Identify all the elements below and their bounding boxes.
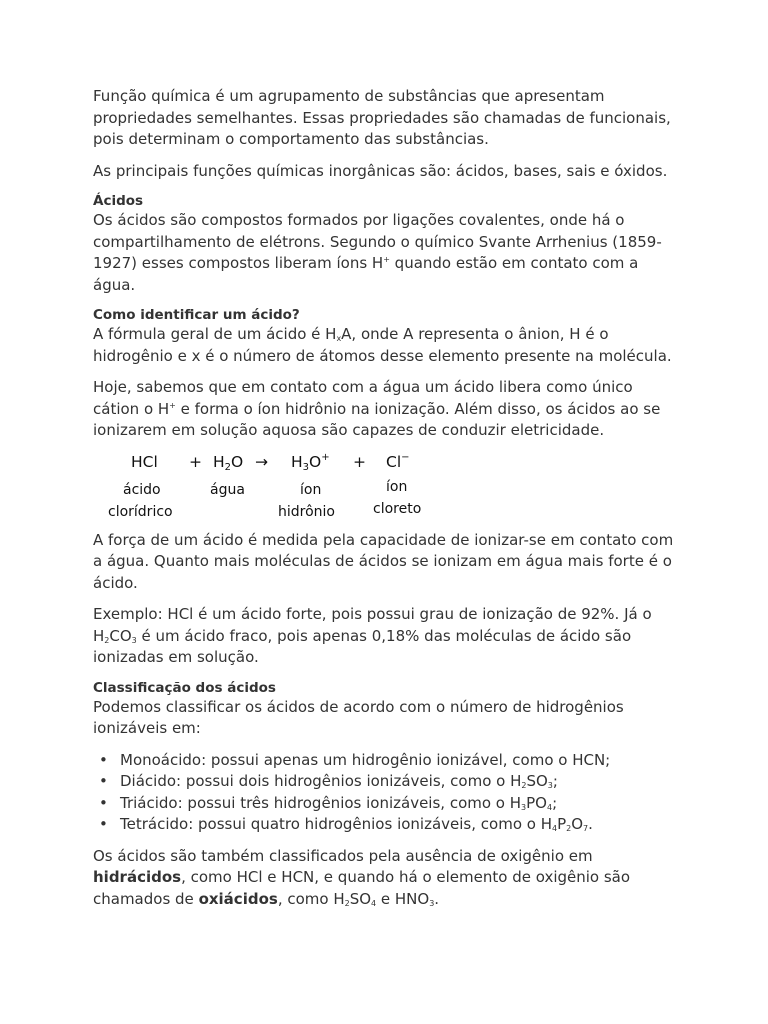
strength-paragraph: A força de um ácido é medida pela capacidade de ionizar-se em contato com a água. Quanto mais moléculas de ácidos se ionizam em água mais forte é o ácido. <box>93 530 674 592</box>
hydronium-text: Hoje, sabemos que em contato com a água um ácido libera como único cátion o H <box>93 378 633 418</box>
classification-heading: Classificação dos ácidos <box>93 679 276 696</box>
eq-plus-1: + <box>189 452 202 471</box>
formula-text: A fórmula geral de um ácido é H <box>93 325 337 343</box>
eq-label-hidronio: hidrônio <box>278 503 335 520</box>
classification-intro: Podemos classificar os ácidos de acordo com o número de hidrogênios ionizáveis em: <box>93 697 624 737</box>
acids-text-end: quando estão em contato com a água. <box>93 254 639 294</box>
ionization-equation <box>93 446 683 524</box>
document-body <box>93 86 683 920</box>
eq-arrow: → <box>255 452 268 471</box>
hydracids-term: hidrácidos <box>93 868 182 886</box>
example-paragraph: Exemplo: HCl é um ácido forte, pois possui grau de ionização de 92%. Já o $H_2CO_3$ é um ácido fraco, pois apenas 0,18% das moléculas de ácido são ionizadas em solução. <box>93 605 652 666</box>
formula-paragraph <box>93 324 683 367</box>
oxyacids-term: oxiácidos <box>198 889 278 908</box>
hydracids-oxyacids-paragraph: Os ácidos são também classificados pela ausência de oxigênio em hidrácidos, como HCl e HCN, e quando há o elemento de oxigênio são chamados de oxiácidos, como $H_2SO_4$ e $HNO_3$. <box>93 846 631 908</box>
list-item: • Tetrácido: possui quatro hidrogênios ionizáveis, como o $H_4P_2O_7$. <box>120 814 683 836</box>
list-item: • Diácido: possui dois hidrogênios ionizáveis, como o $H_2SO_3$; <box>120 771 683 793</box>
eq-h2o: $H_2O$ <box>213 452 244 473</box>
list-item: • Triácido: possui três hidrogênios ionizáveis, como o $H_3PO_4$; <box>120 793 683 815</box>
identify-heading: Como identificar um ácido? <box>93 307 300 323</box>
hydronium-text-end: e forma o íon hidrônio na ionização. Além disso, os ácidos ao se ionizarem em solução aquosa são capazes de conduzir eletricidade. <box>93 399 661 439</box>
eq-label-cloreto: cloreto <box>373 500 422 517</box>
eq-label-ion-1: íon <box>300 481 322 498</box>
eq-label-cloridrico: clorídrico <box>108 503 173 520</box>
eq-cl: Cl− <box>386 451 410 471</box>
eq-label-ion-2: íon <box>386 478 408 495</box>
acids-paragraph <box>93 210 683 296</box>
eq-plus-2: + <box>353 452 366 471</box>
hydronium-paragraph <box>93 377 683 442</box>
functions-paragraph: As principais funções químicas inorgânicas são: ácidos, bases, sais e óxidos. <box>93 161 668 180</box>
acids-heading: Ácidos <box>93 193 144 209</box>
eq-label-acido: ácido <box>123 481 161 498</box>
acids-sup: + <box>383 255 390 264</box>
formula-sub: x <box>336 334 342 343</box>
list-item: • Monoácido: possui apenas um hidrogênio ionizável, como o HCN; <box>120 750 683 772</box>
eq-h3o: $H_3O^+$ <box>291 451 330 473</box>
hydronium-sup: + <box>169 400 176 410</box>
intro-paragraph: Função química é um agrupamento de substâncias que apresentam propriedades semelhantes. Essas propriedades são chamadas de funcionais, pois determinam o comportamento das substâncias. <box>93 87 671 148</box>
eq-label-agua: água <box>210 481 245 498</box>
acids-text: Os ácidos são compostos formados por ligações covalentes, onde há o compartilhamento de elétrons. Segundo o químico Svante Arrhenius (1859-1927) esses compostos liberam íons H <box>93 211 662 272</box>
formula-text-end: A, onde A representa o ânion, H é o hidrogênio e x é o número de átomos desse elemento presente na molécula. <box>93 325 672 365</box>
eq-hcl: HCl <box>131 452 158 471</box>
acid-classification-list <box>93 750 683 836</box>
